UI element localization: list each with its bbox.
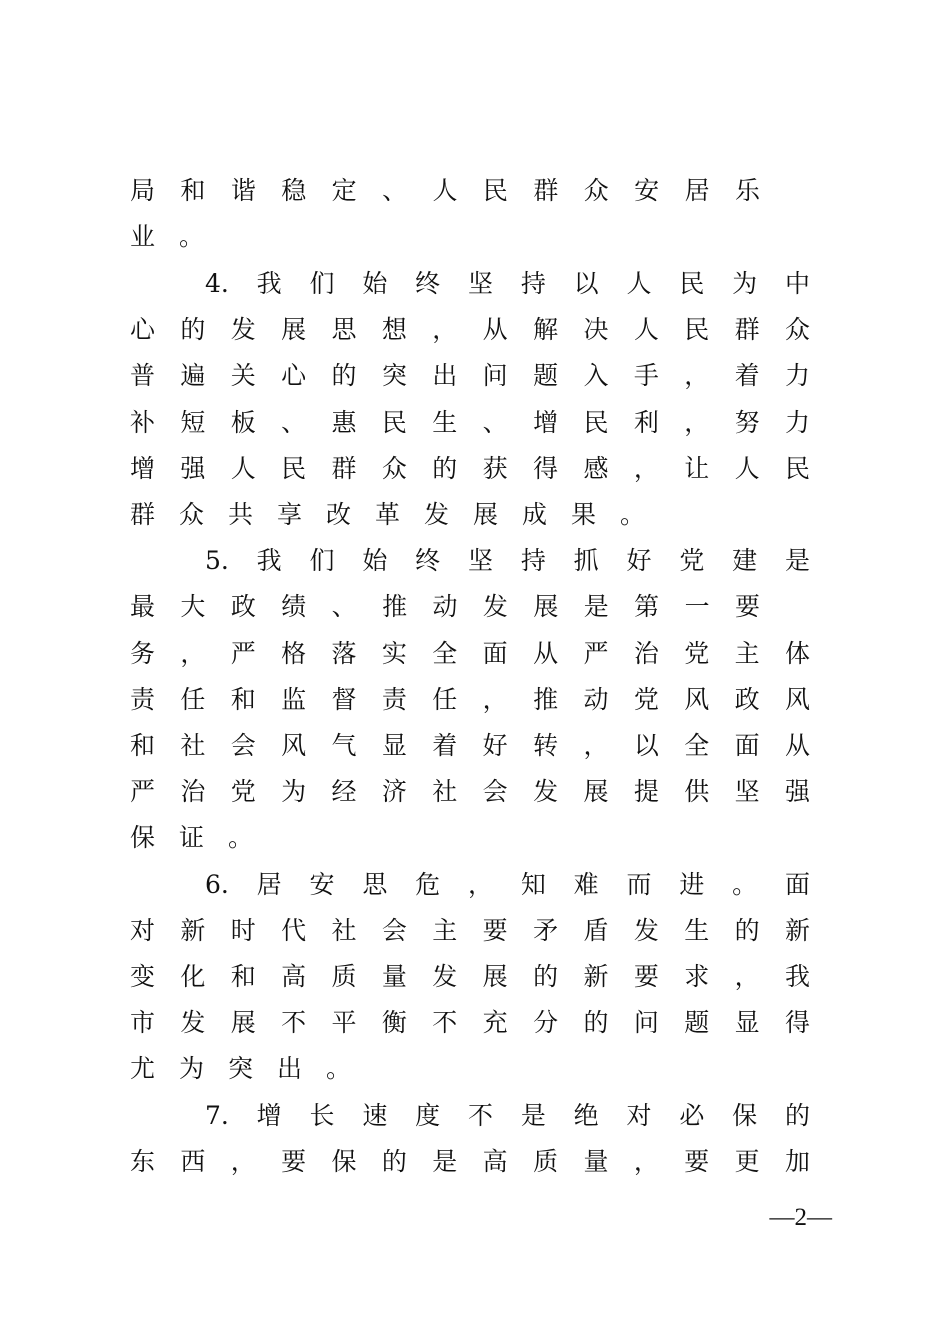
text-line: 群众共享改革发展成果。 bbox=[130, 500, 670, 529]
text-line: 增强人民群众的获得感，让人民 bbox=[130, 454, 810, 483]
text-line: 局和谐稳定、人民群众安居乐 bbox=[130, 176, 760, 205]
text-line: 最大政绩、推动发展是第一要 bbox=[130, 592, 760, 621]
text-line: 严治党为经济社会发展提供坚强 bbox=[130, 777, 810, 806]
text-line: 东西，要保的是高质量，要更加 bbox=[130, 1147, 810, 1176]
text-line: 和社会风气显着好转，以全面从 bbox=[130, 731, 810, 760]
text-line: 尤为突出。 bbox=[130, 1054, 376, 1083]
text-line: 心的发展思想，从解决人民群众 bbox=[130, 315, 810, 344]
text-line: 对新时代社会主要矛盾发生的新 bbox=[130, 916, 810, 945]
paragraph-start-line: 4.我们始终坚持以人民为中 bbox=[205, 269, 810, 298]
text-line: 保证。 bbox=[130, 823, 278, 852]
paragraph-start-line: 5.我们始终坚持抓好党建是 bbox=[205, 546, 810, 575]
text-line: 普遍关心的突出问题入手，着力 bbox=[130, 361, 810, 390]
page-number: —2— bbox=[769, 1204, 832, 1231]
text-line: 补短板、惠民生、增民利，努力 bbox=[130, 408, 810, 437]
text-line: 责任和监督责任，推动党风政风 bbox=[130, 685, 810, 714]
paragraph-start-line: 7.增长速度不是绝对必保的 bbox=[205, 1101, 810, 1130]
text-line: 变化和高质量发展的新要求，我 bbox=[130, 962, 810, 991]
text-line: 务，严格落实全面从严治党主体 bbox=[130, 639, 810, 668]
paragraph-start-line: 6.居安思危，知难而进。面 bbox=[205, 870, 810, 899]
text-line: 市发展不平衡不充分的问题显得 bbox=[130, 1008, 810, 1037]
text-line: 业。 bbox=[130, 222, 229, 251]
